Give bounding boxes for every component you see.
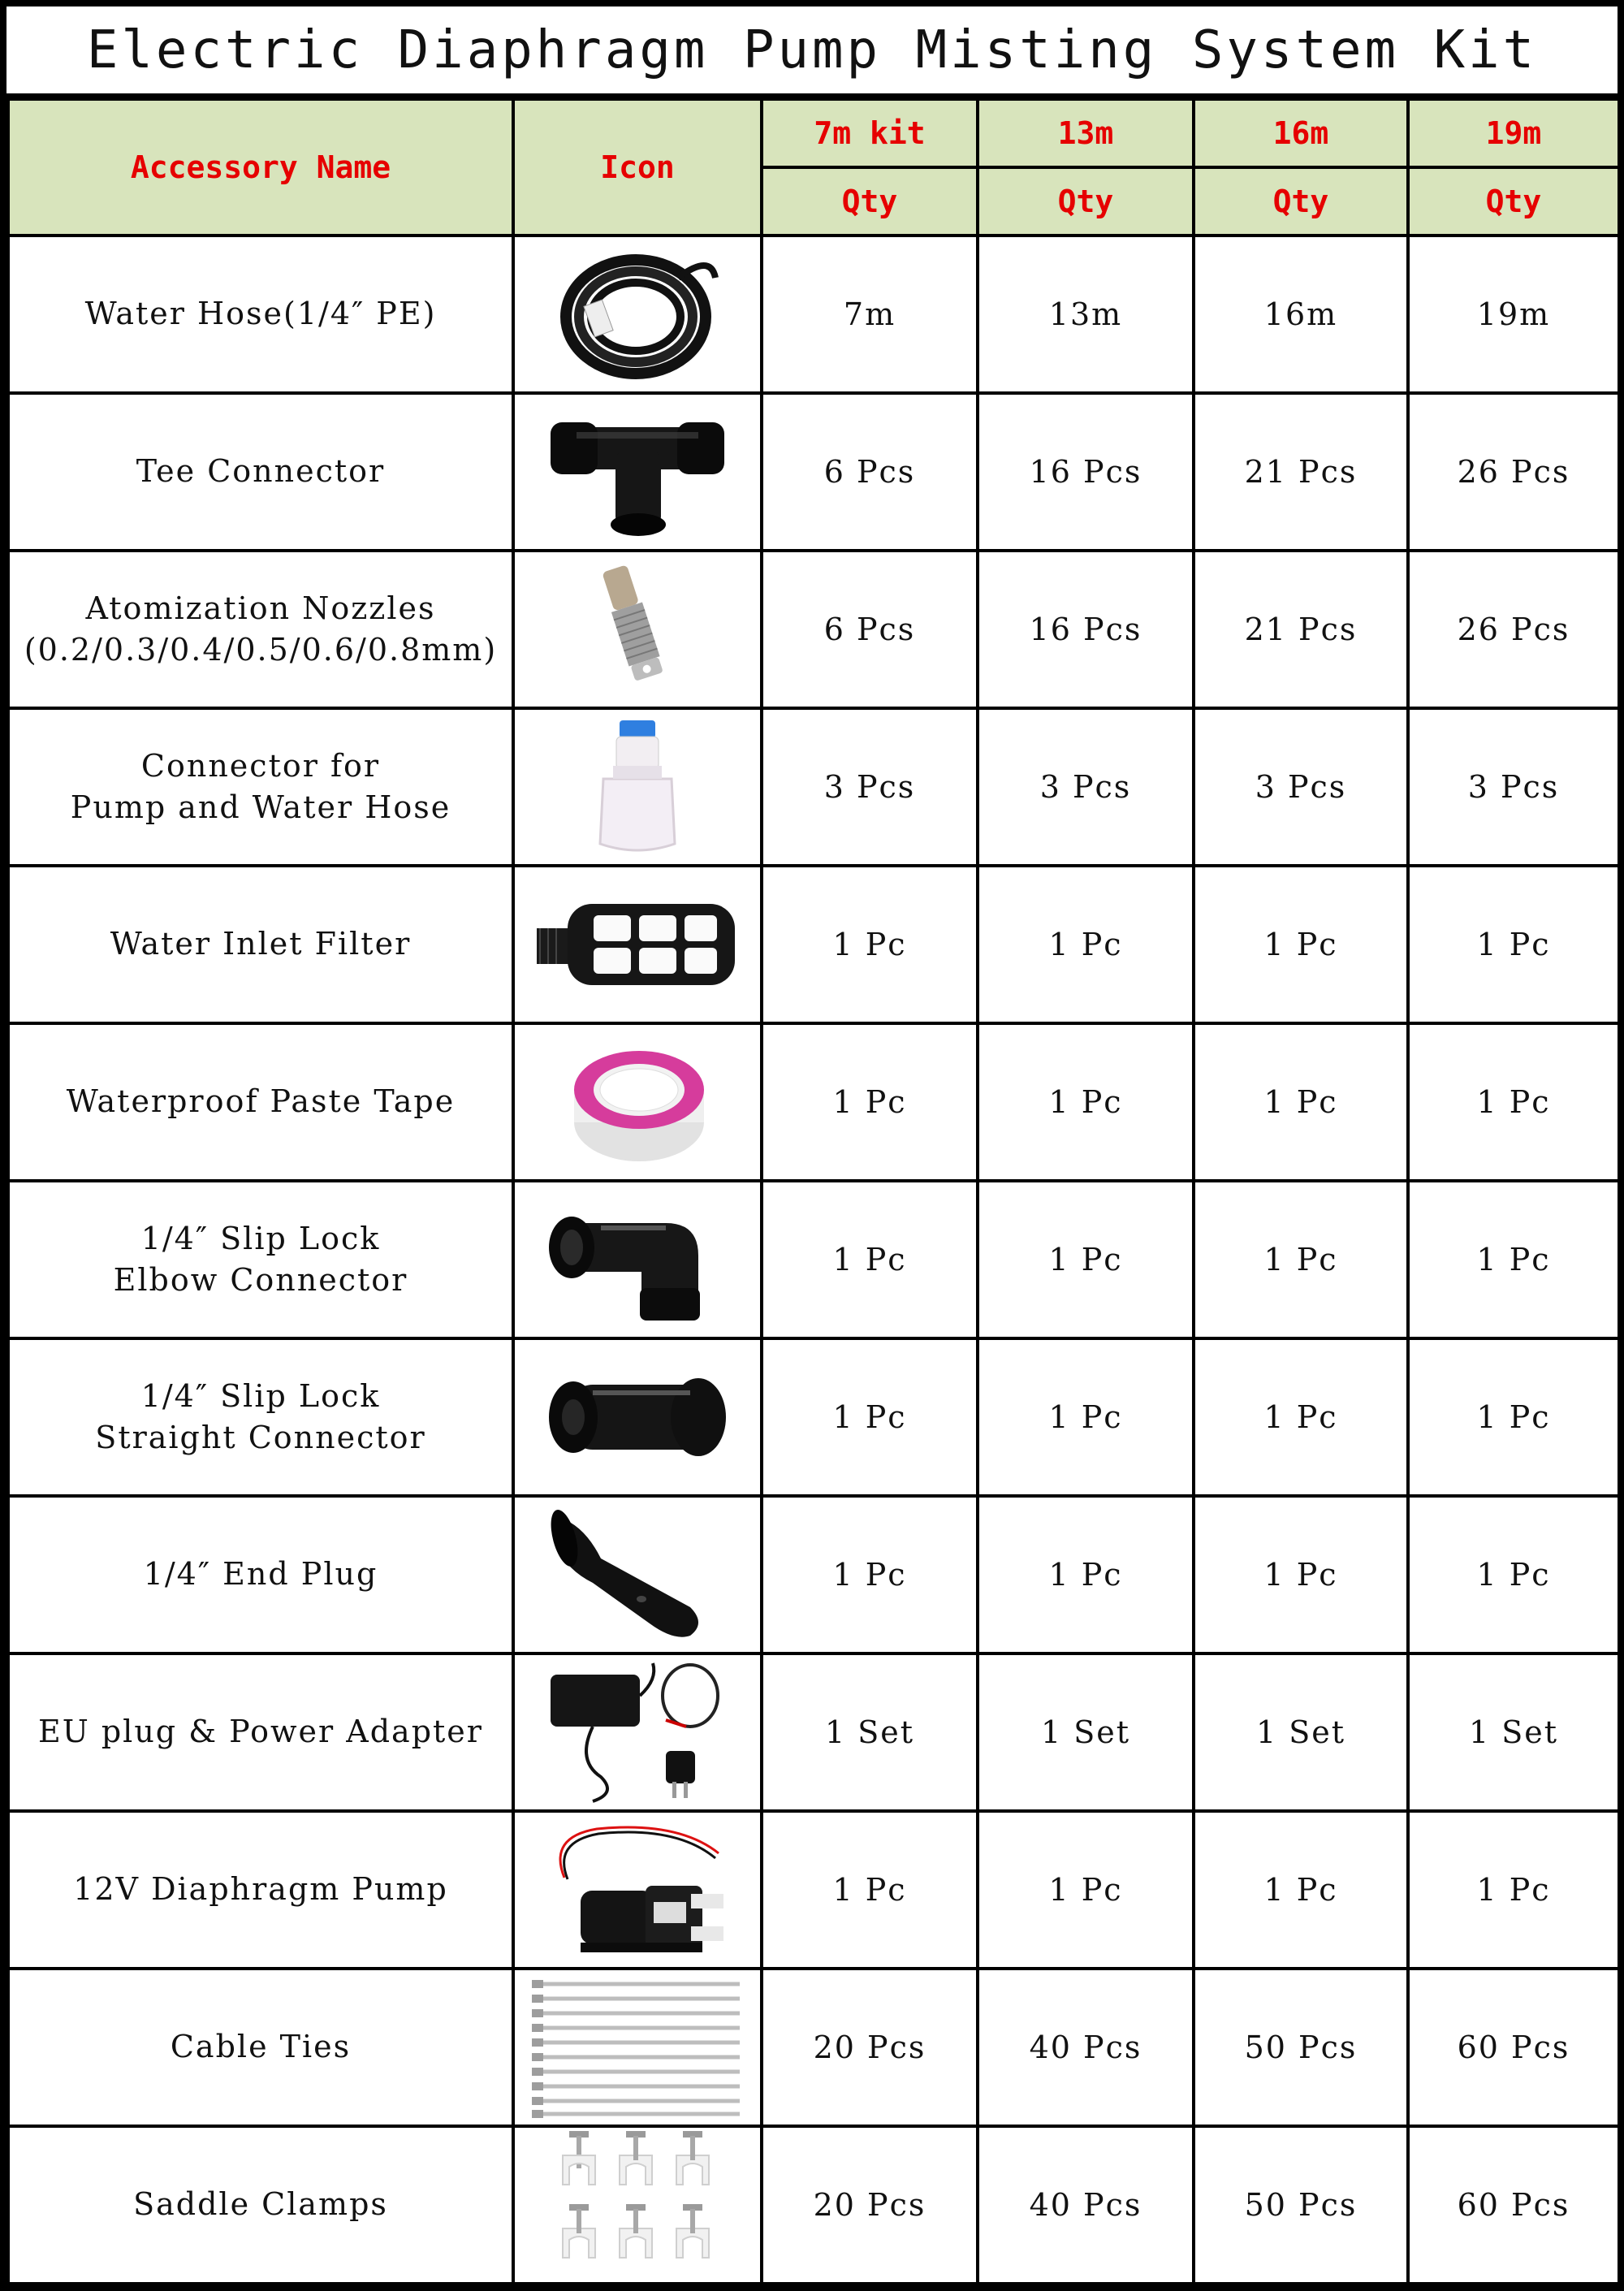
header-kit-19m: 19m — [1408, 99, 1619, 167]
qty-cell: 1 Pc — [762, 1496, 978, 1653]
table-row — [8, 1969, 1619, 2126]
qty-cell: 3 Pcs — [978, 708, 1194, 866]
page-title: Electric Diaphragm Pump Misting System Kit — [6, 6, 1618, 97]
qty-cell: 60 Pcs — [1408, 1969, 1619, 2126]
qty-cell: 1 Pc — [762, 1181, 978, 1338]
qty-cell: 1 Pc — [1408, 1023, 1619, 1181]
qty-cell: 3 Pcs — [1408, 708, 1619, 866]
tape-roll-icon — [513, 1023, 762, 1181]
header-qty: Qty — [762, 167, 978, 236]
table-row — [8, 1181, 1619, 1338]
qty-cell: 1 Pc — [1408, 1338, 1619, 1496]
qty-cell: 1 Set — [1408, 1653, 1619, 1811]
tee-connector-icon — [513, 393, 762, 551]
cable-ties-icon — [513, 1969, 762, 2126]
accessory-name: Saddle Clamps — [8, 2126, 513, 2284]
table-row — [8, 1496, 1619, 1653]
qty-cell: 40 Pcs — [978, 1969, 1194, 2126]
accessory-name: Tee Connector — [8, 393, 513, 551]
accessory-name: 1/4″ Slip Lock Elbow Connector — [8, 1181, 513, 1338]
qty-cell: 1 Set — [762, 1653, 978, 1811]
qty-cell: 1 Pc — [762, 1023, 978, 1181]
accessory-name: Connector for Pump and Water Hose — [8, 708, 513, 866]
qty-cell: 16 Pcs — [978, 551, 1194, 708]
qty-cell: 3 Pcs — [1194, 708, 1408, 866]
nozzle-icon — [513, 551, 762, 708]
qty-cell: 50 Pcs — [1194, 2126, 1408, 2284]
table-row — [8, 1338, 1619, 1496]
qty-cell: 60 Pcs — [1408, 2126, 1619, 2284]
qty-cell: 1 Set — [1194, 1653, 1408, 1811]
table-row — [8, 551, 1619, 708]
qty-cell: 1 Pc — [762, 866, 978, 1023]
qty-cell: 1 Pc — [978, 866, 1194, 1023]
qty-cell: 1 Set — [978, 1653, 1194, 1811]
qty-cell: 40 Pcs — [978, 2126, 1194, 2284]
qty-cell: 6 Pcs — [762, 393, 978, 551]
qty-cell: 1 Pc — [1408, 866, 1619, 1023]
accessory-name: Waterproof Paste Tape — [8, 1023, 513, 1181]
qty-cell: 1 Pc — [762, 1338, 978, 1496]
accessory-name: 1/4″ Slip Lock Straight Connector — [8, 1338, 513, 1496]
qty-cell: 3 Pcs — [762, 708, 978, 866]
qty-cell: 1 Pc — [978, 1811, 1194, 1969]
qty-cell: 1 Pc — [978, 1181, 1194, 1338]
accessory-name: 1/4″ End Plug — [8, 1496, 513, 1653]
hose-coil-icon — [513, 236, 762, 393]
qty-cell: 7m — [762, 236, 978, 393]
table-row — [8, 1023, 1619, 1181]
qty-cell: 50 Pcs — [1194, 1969, 1408, 2126]
header-kit-13m: 13m — [978, 99, 1194, 167]
qty-cell: 16m — [1194, 236, 1408, 393]
accessory-name: EU plug & Power Adapter — [8, 1653, 513, 1811]
accessory-name: Water Inlet Filter — [8, 866, 513, 1023]
qty-cell: 1 Pc — [1194, 866, 1408, 1023]
pump-hose-connector-icon — [513, 708, 762, 866]
accessory-name: 12V Diaphragm Pump — [8, 1811, 513, 1969]
qty-cell: 20 Pcs — [762, 2126, 978, 2284]
diaphragm-pump-icon — [513, 1811, 762, 1969]
qty-cell: 21 Pcs — [1194, 393, 1408, 551]
straight-connector-icon — [513, 1338, 762, 1496]
table-row — [8, 393, 1619, 551]
qty-cell: 1 Pc — [978, 1023, 1194, 1181]
elbow-connector-icon — [513, 1181, 762, 1338]
qty-cell: 1 Pc — [1194, 1338, 1408, 1496]
table-row — [8, 2126, 1619, 2284]
qty-cell: 1 Pc — [1408, 1181, 1619, 1338]
qty-cell: 1 Pc — [1194, 1811, 1408, 1969]
accessory-name: Cable Ties — [8, 1969, 513, 2126]
header-qty: Qty — [1408, 167, 1619, 236]
qty-cell: 16 Pcs — [978, 393, 1194, 551]
qty-cell: 26 Pcs — [1408, 551, 1619, 708]
header-accessory-name: Accessory Name — [8, 99, 513, 236]
qty-cell: 26 Pcs — [1408, 393, 1619, 551]
qty-cell: 1 Pc — [978, 1496, 1194, 1653]
table-row — [8, 708, 1619, 866]
inlet-filter-icon — [513, 866, 762, 1023]
qty-cell: 1 Pc — [1194, 1181, 1408, 1338]
header-kit-7m: 7m kit — [762, 99, 978, 167]
qty-cell: 20 Pcs — [762, 1969, 978, 2126]
power-adapter-icon — [513, 1653, 762, 1811]
table-row — [8, 236, 1619, 393]
qty-cell: 1 Pc — [978, 1338, 1194, 1496]
qty-cell: 19m — [1408, 236, 1619, 393]
table-row — [8, 1653, 1619, 1811]
header-qty: Qty — [1194, 167, 1408, 236]
end-plug-icon — [513, 1496, 762, 1653]
qty-cell: 6 Pcs — [762, 551, 978, 708]
header-icon: Icon — [513, 99, 762, 236]
qty-cell: 1 Pc — [1194, 1496, 1408, 1653]
accessory-name: Water Hose(1/4″ PE) — [8, 236, 513, 393]
accessory-name: Atomization Nozzles (0.2/0.3/0.4/0.5/0.6/0.8mm) — [8, 551, 513, 708]
qty-cell: 1 Pc — [1194, 1023, 1408, 1181]
header-qty: Qty — [978, 167, 1194, 236]
header-row — [8, 99, 1619, 167]
qty-cell: 1 Pc — [1408, 1496, 1619, 1653]
accessory-table — [6, 97, 1621, 2285]
saddle-clamps-icon — [513, 2126, 762, 2284]
header-kit-16m: 16m — [1194, 99, 1408, 167]
qty-cell: 1 Pc — [1408, 1811, 1619, 1969]
qty-cell: 21 Pcs — [1194, 551, 1408, 708]
table-row — [8, 1811, 1619, 1969]
table-row — [8, 866, 1619, 1023]
qty-cell: 1 Pc — [762, 1811, 978, 1969]
qty-cell: 13m — [978, 236, 1194, 393]
